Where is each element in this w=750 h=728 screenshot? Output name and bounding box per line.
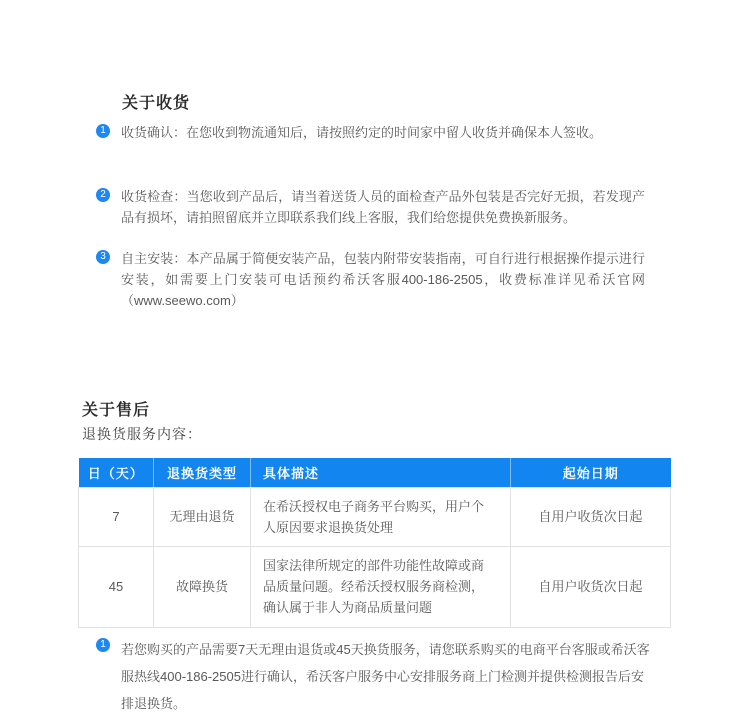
- return-service-subtitle: 退换货服务内容：: [82, 426, 202, 442]
- cell-days: 7: [79, 487, 154, 546]
- delivery-section-title: 关于收货: [122, 95, 191, 112]
- numbered-badge-icon: 1: [96, 124, 110, 138]
- numbered-badge-icon: 2: [96, 188, 110, 202]
- table-header-description: 具体描述: [251, 458, 511, 487]
- aftersales-note: [96, 636, 655, 717]
- cell-start-date: 自用户收货次日起: [511, 546, 671, 627]
- aftersales-note-text: 若您购买的产品需要7天无理由退货或45天换货服务，请您联系购买的电商平台客服或希沃客服热线400-186-2505进行确认，希沃客户服务中心安排服务商上门检测并提供检测报告后安排退换货。: [121, 642, 650, 711]
- numbered-badge-icon: 1: [96, 638, 110, 652]
- cell-description: 在希沃授权电子商务平台购买，用户个人原因要求退换货处理: [251, 487, 511, 546]
- cell-days: 45: [79, 546, 154, 627]
- delivery-item-3: [96, 248, 645, 311]
- cell-type: 无理由退货: [154, 487, 251, 546]
- delivery-item-text: 自主安装：本产品属于简便安装产品，包装内附带安装指南，可自行进行根据操作提示进行安装，如需要上门安装可电话预约希沃客服400-186-2505，收费标准详见希沃官网（www.seewo.com）: [121, 251, 645, 308]
- numbered-badge-icon: 3: [96, 250, 110, 264]
- delivery-item-text: 收货检查：当您收到产品后，请当着送货人员的面检查产品外包装是否完好无损，若发现产品有损坏，请拍照留底并立即联系我们线上客服，我们给您提供免费换新服务。: [121, 189, 645, 225]
- return-service-table: [78, 458, 671, 628]
- table-header-days: 日（天）: [79, 458, 154, 487]
- cell-type: 故障换货: [154, 546, 251, 627]
- aftersales-section-title: 关于售后: [82, 402, 151, 419]
- delivery-item-text: 收货确认：在您收到物流通知后，请按照约定的时间家中留人收货并确保本人签收。: [121, 125, 603, 140]
- table-row: [79, 487, 671, 546]
- table-header-row: [79, 458, 671, 487]
- delivery-item-2: [96, 186, 645, 228]
- table-row: [79, 546, 671, 627]
- table-header-start-date: 起始日期: [511, 458, 671, 487]
- cell-description: 国家法律所规定的部件功能性故障或商品质量问题。经希沃授权服务商检测，确认属于非人为商品质量问题: [251, 546, 511, 627]
- table-header-type: 退换货类型: [154, 458, 251, 487]
- delivery-item-1: [96, 122, 645, 143]
- cell-start-date: 自用户收货次日起: [511, 487, 671, 546]
